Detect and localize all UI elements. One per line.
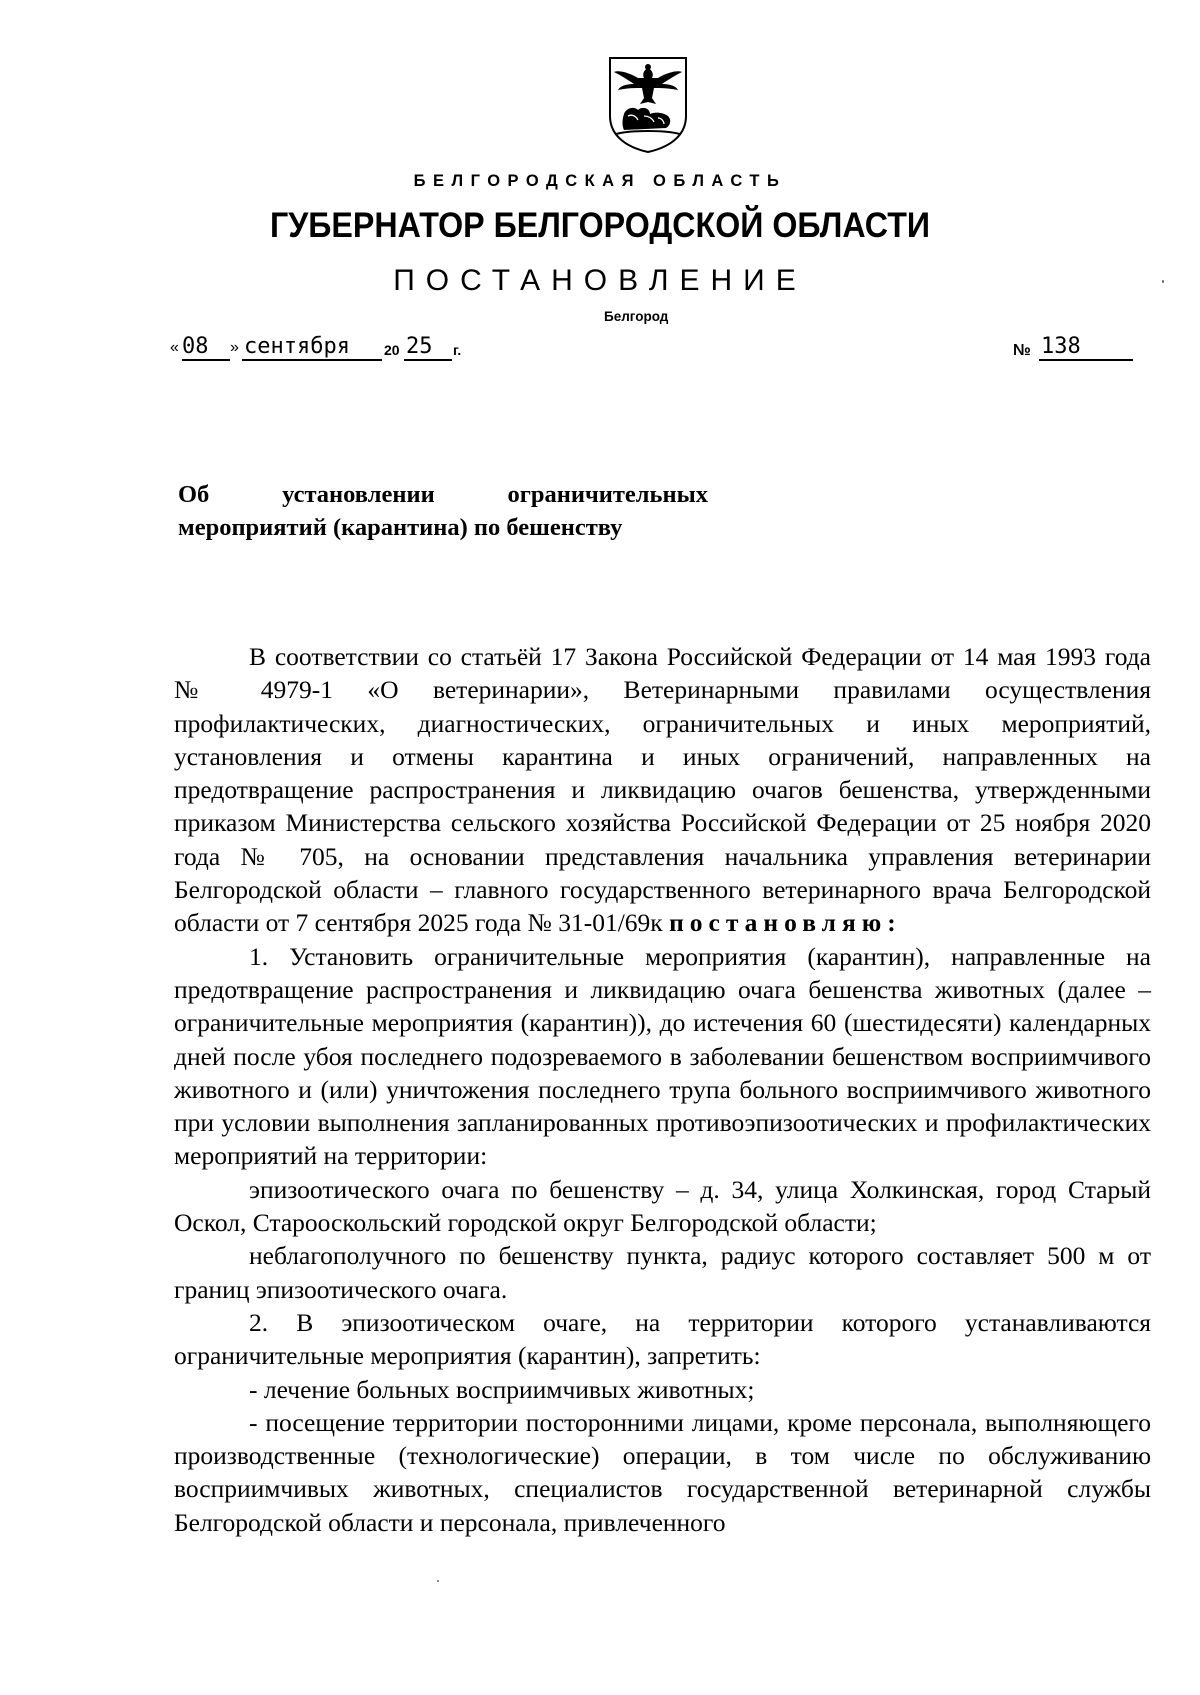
document-body [174, 640, 1151, 1539]
date-close-quote: » [230, 339, 239, 356]
clause-1-item-focus: эпизоотического очага по бешенству – д. 34, улица Холкинская, город Старый Оскол, Старооскольский городской округ Белгородской области; [174, 1174, 1151, 1238]
date-year-underline [404, 359, 452, 361]
date-year-suffix: 25 [406, 334, 433, 359]
decree-word: постановляю: [669, 908, 902, 938]
preamble-paragraph [174, 640, 1151, 940]
number-underline [1039, 359, 1133, 361]
preamble-text: В соответствии со статьёй 17 Закона Российской Федерации от 14 мая 1993 года № 4979-1 «О ветеринарии», Ветеринарными правилами осуществления профилактических, диагностических, ограничительных и иных мероприятий, установления и отмены карантина и иных ограничений, направленных на предотвращение распространения и ликвидацию очагов бешенства, утвержденными приказом Министерства сельского хозяйства Российской Федерации от 25 ноября 2020 года № 705, на основании представления начальника управления ветеринарии Белгородской области – главного государственного ветеринарного врача Белгородской области от 7 сентября 2025 года № 31-01/69к [174, 642, 1151, 938]
number-value: 138 [1041, 334, 1081, 359]
coat-of-arms-emblem [604, 54, 692, 154]
subject-word-3: ограничительных [507, 481, 708, 508]
document-subject [178, 478, 708, 544]
date-year-prefix: 20 [384, 342, 400, 358]
date-month-underline [242, 359, 382, 361]
subject-line-2: мероприятий (карантина) по бешенству [178, 514, 623, 541]
date-month: сентября [244, 334, 350, 359]
date-day-underline [182, 359, 230, 361]
document-date [170, 334, 500, 364]
date-year-unit: г. [453, 342, 462, 358]
number-label: № [1013, 342, 1031, 359]
subject-word-2: установлении [282, 481, 435, 508]
subject-word-1: Об [178, 481, 210, 508]
document-type: ПОСТАНОВЛЕНИЕ [393, 264, 807, 297]
date-day: 08 [182, 334, 209, 359]
clause-1: 1. Установить ограничительные мероприятия (карантин), направленные на предотвращение распространения и ликвидацию очага бешенства животных (далее – ограничительные мероприятия (карантин)), до истечения 60 (шестидесяти) календарных дней после убоя последнего подозреваемого в заболевании бешенством восприимчивого животного и (или) уничтожения последнего трупа больного восприимчивого животного при условии выполнения запланированных противоэпизоотических и профилактических мероприятий на территории: [174, 941, 1151, 1171]
date-open-quote: « [170, 339, 179, 356]
city-name: Белгород [604, 309, 669, 324]
clause-2-item-visits: - посещение территории посторонними лицами, кроме персонала, выполняющего производственные (технологические) операции, в том числе по обслуживанию восприимчивых животных, специалистов государственной ветеринарной службы Белгородской области и персонала, привлеченного [174, 1407, 1151, 1537]
clause-2-item-treatment: - лечение больных восприимчивых животных; [249, 1374, 755, 1404]
issuer-title: ГУБЕРНАТОР БЕЛГОРОДСКОЙ ОБЛАСТИ [269, 206, 931, 245]
region-name: БЕЛГОРОДСКАЯ ОБЛАСТЬ [413, 172, 787, 190]
document-number [1013, 334, 1133, 364]
clause-1-item-zone: неблагополучного по бешенству пункта, радиус которого составляет 500 м от границ эпизоотического очага. [174, 1241, 1151, 1304]
scan-speck [437, 1580, 439, 1582]
clause-2: 2. В эпизоотическом очаге, на территории которого устанавливаются ограничительные мероприятия (карантин), запретить: [174, 1307, 1151, 1371]
scan-speck [1162, 280, 1164, 283]
